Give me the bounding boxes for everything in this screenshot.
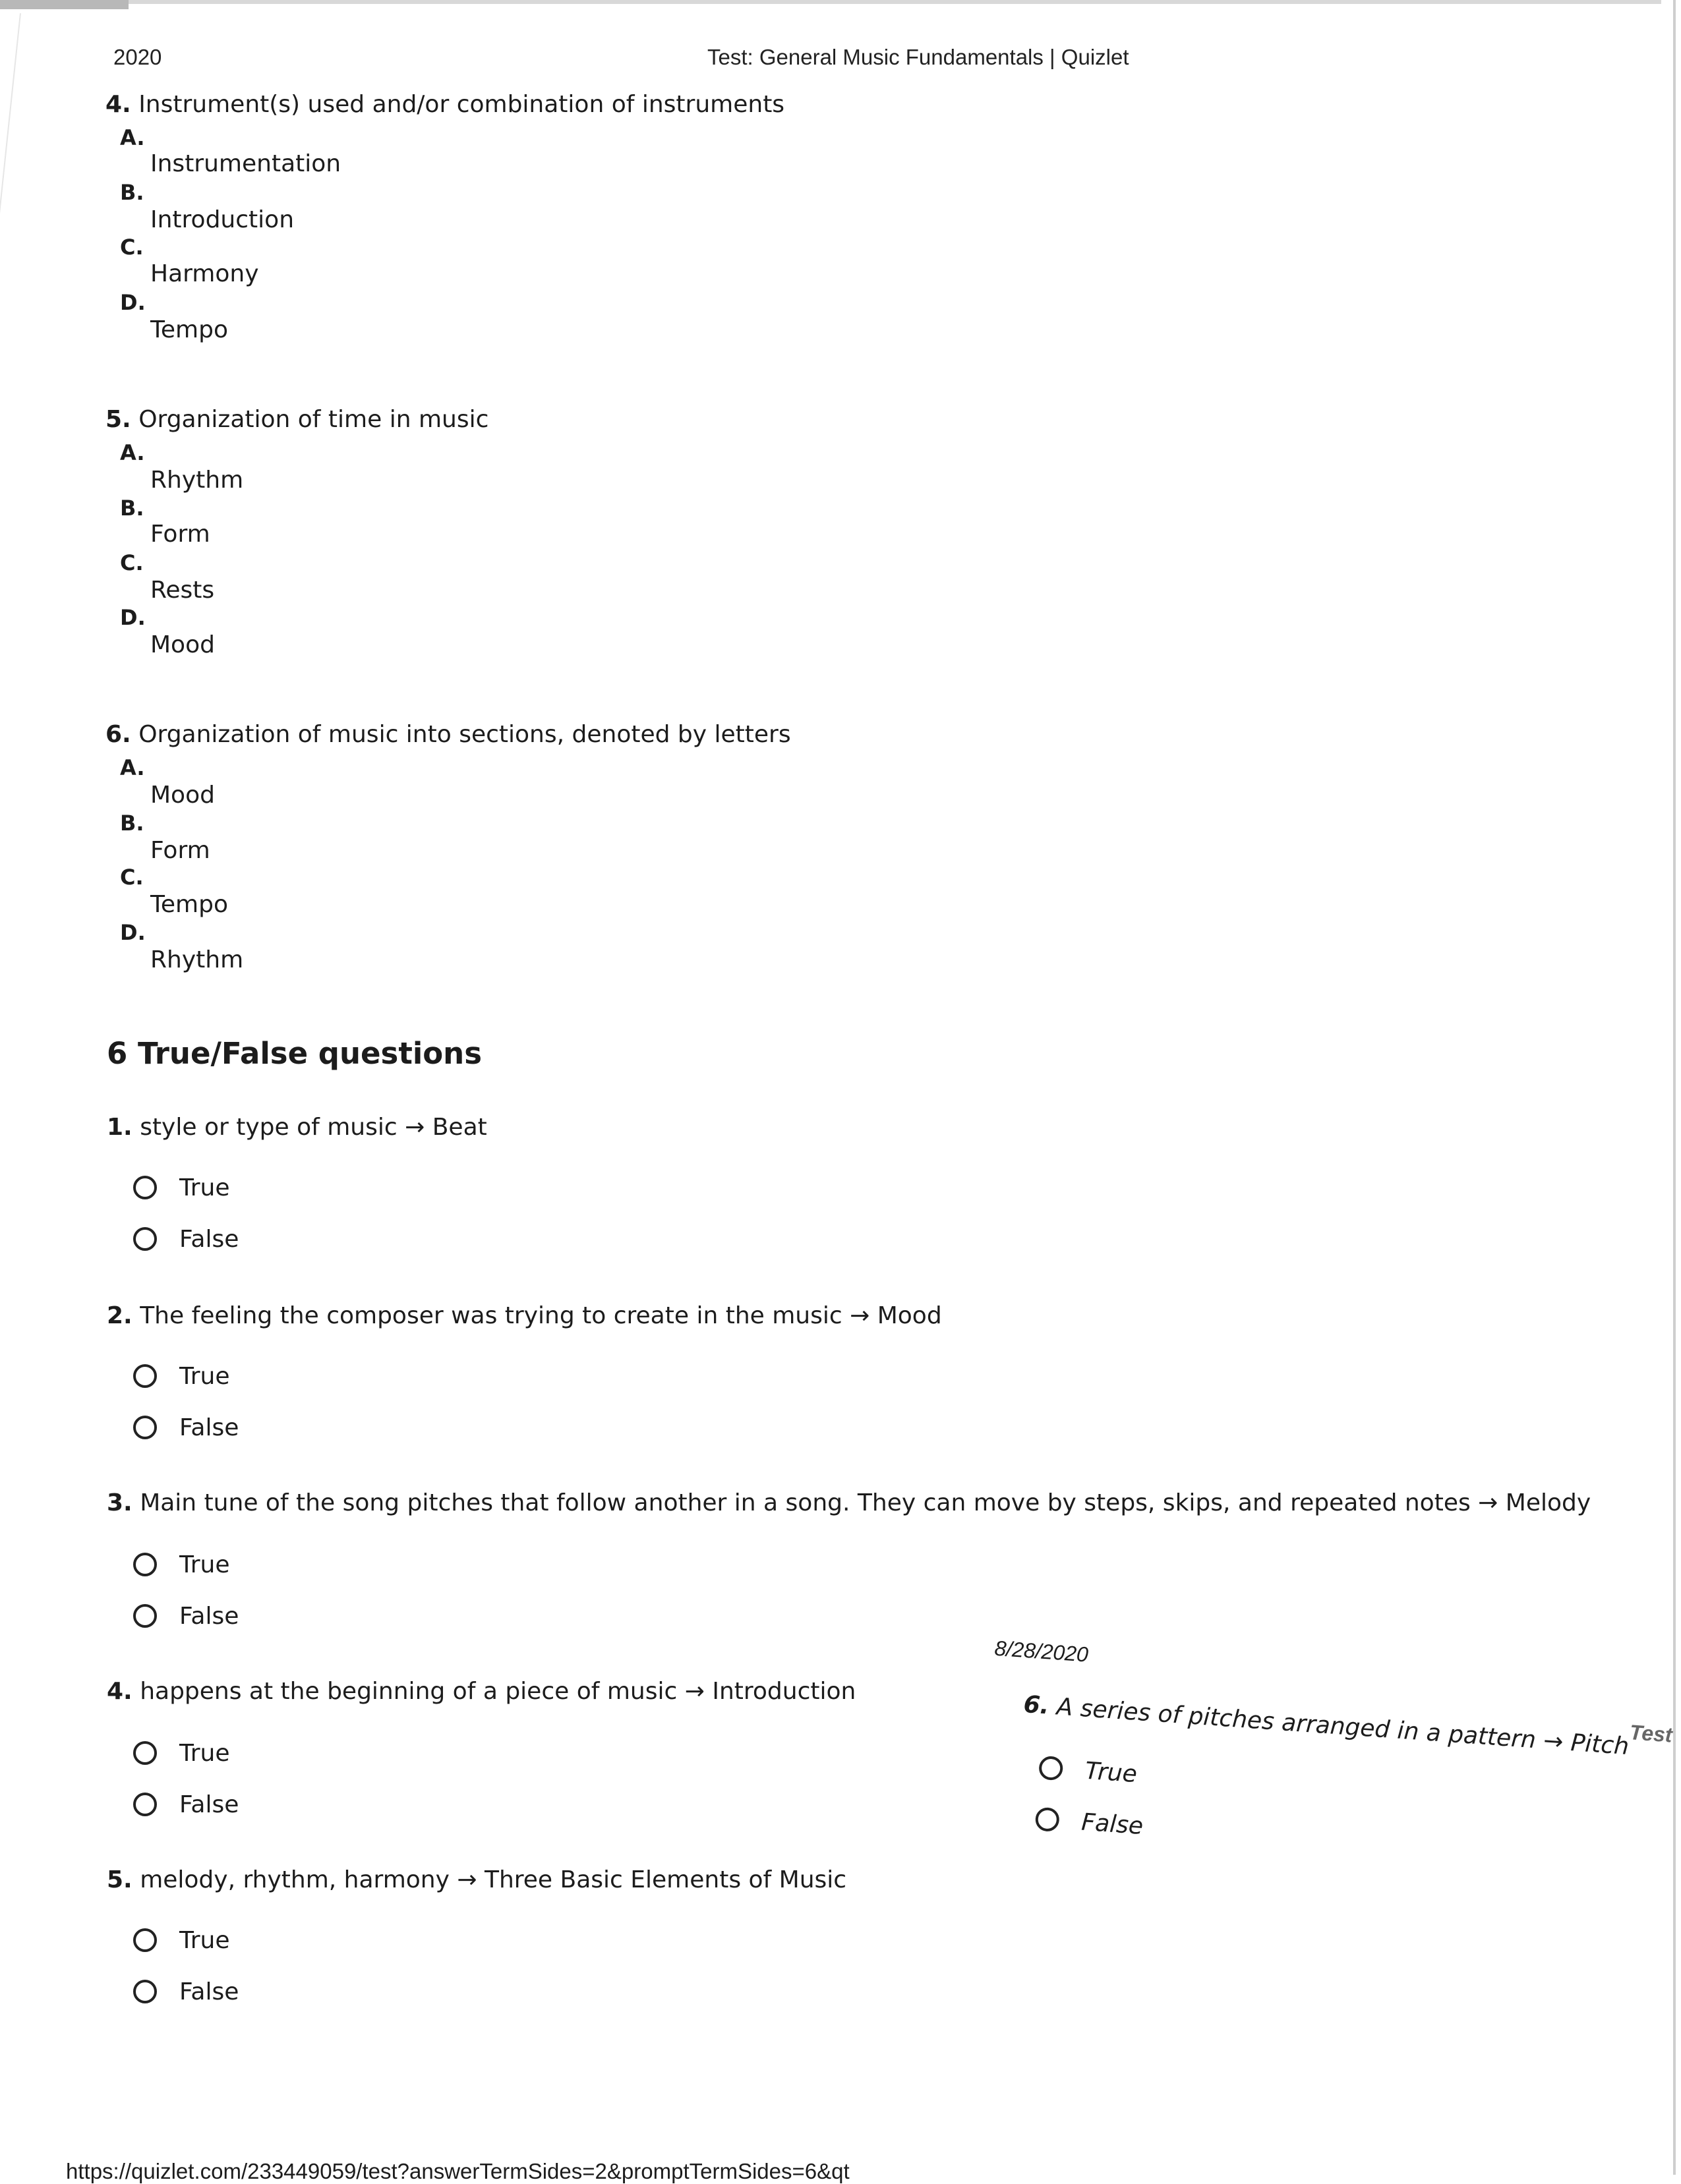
tf-question	[107, 1302, 942, 1329]
true-radio[interactable]	[133, 1928, 157, 1952]
false-radio[interactable]	[1035, 1807, 1060, 1832]
option-text[interactable]: Form	[150, 837, 210, 864]
option-text[interactable]: Harmony	[150, 260, 259, 287]
false-label[interactable]: False	[1080, 1808, 1144, 1840]
footer-url: https://quizlet.com/233449059/test?answerTermSides=2&promptTermSides=6&qt	[66, 2159, 850, 2183]
question-text: happens at the beginning of a piece of music → Introduction	[140, 1678, 856, 1705]
true-radio[interactable]	[133, 1176, 157, 1199]
option-letter: D.	[120, 920, 146, 945]
scan-edge-top	[0, 0, 1661, 4]
option-letter: C.	[120, 865, 144, 890]
option-text[interactable]: Mood	[150, 782, 215, 809]
question-number: 5.	[105, 406, 131, 433]
tf-question	[1022, 1691, 1630, 1760]
question-text: A series of pitches arranged in a pattern → Pitch	[1055, 1693, 1630, 1761]
true-label[interactable]: True	[179, 1174, 230, 1201]
option-text[interactable]: Mood	[150, 631, 215, 658]
true-label[interactable]: True	[179, 1551, 230, 1578]
option-text[interactable]: Rhythm	[150, 467, 244, 494]
question-text: style or type of music → Beat	[140, 1114, 487, 1141]
true-radio[interactable]	[1038, 1756, 1063, 1781]
question-number: 5.	[107, 1866, 133, 1893]
true-label[interactable]: True	[179, 1363, 230, 1390]
question-number: 1.	[107, 1114, 133, 1141]
false-radio[interactable]	[133, 1980, 157, 2003]
header-date: 2020	[113, 45, 162, 69]
true-label[interactable]: True	[179, 1740, 230, 1767]
option-letter: C.	[120, 550, 144, 575]
overlay-date: 8/28/2020	[993, 1636, 1089, 1667]
option-text[interactable]: Instrumentation	[150, 150, 341, 177]
tf-question	[107, 1489, 1591, 1516]
option-letter: A.	[120, 440, 145, 465]
false-label[interactable]: False	[179, 1603, 239, 1630]
question-text: Main tune of the song pitches that follow another in a song. They can move by steps, skips, and repeated notes → Melody	[140, 1489, 1591, 1516]
false-radio[interactable]	[133, 1604, 157, 1628]
question-number: 6.	[1022, 1690, 1050, 1720]
question-text: Organization of time in music	[138, 406, 489, 433]
true-label[interactable]: True	[1084, 1757, 1138, 1789]
question-text: Instrument(s) used and/or combination of instruments	[138, 91, 785, 118]
option-text[interactable]: Rhythm	[150, 946, 244, 973]
mc-question	[105, 91, 784, 118]
option-letter: B.	[120, 811, 144, 836]
mc-question	[105, 406, 488, 433]
option-letter: B.	[120, 496, 144, 521]
option-text[interactable]: Rests	[150, 577, 215, 604]
option-letter: D.	[120, 290, 146, 315]
option-text[interactable]: Tempo	[150, 891, 228, 918]
tf-question	[107, 1866, 846, 1893]
false-label[interactable]: False	[179, 1226, 239, 1253]
overlapping-page	[973, 1636, 1672, 1907]
question-number: 4.	[105, 91, 131, 118]
option-letter: A.	[120, 125, 145, 150]
false-label[interactable]: False	[179, 1791, 239, 1818]
option-text[interactable]: Introduction	[150, 206, 295, 233]
question-number: 6.	[105, 721, 131, 748]
true-radio[interactable]	[133, 1553, 157, 1576]
option-text[interactable]: Form	[150, 521, 210, 548]
true-radio[interactable]	[133, 1364, 157, 1388]
scan-fold-line	[0, 13, 21, 472]
option-text[interactable]: Tempo	[150, 316, 228, 343]
option-letter: A.	[120, 755, 145, 780]
tf-question	[107, 1678, 856, 1705]
false-label[interactable]: False	[179, 1414, 239, 1441]
question-number: 3.	[107, 1489, 133, 1516]
question-text: melody, rhythm, harmony → Three Basic Elements of Music	[140, 1866, 847, 1893]
tf-question	[107, 1114, 487, 1141]
overlay-test-label: Test	[1628, 1720, 1673, 1747]
false-radio[interactable]	[133, 1793, 157, 1816]
question-number: 4.	[107, 1678, 133, 1705]
question-number: 2.	[107, 1302, 133, 1329]
scan-edge-right	[1673, 0, 1676, 2175]
false-radio[interactable]	[133, 1227, 157, 1251]
false-label[interactable]: False	[179, 1978, 239, 2005]
option-letter: B.	[120, 180, 144, 205]
true-radio[interactable]	[133, 1741, 157, 1765]
question-text: Organization of music into sections, denoted by letters	[138, 721, 791, 748]
scan-corner-mark	[0, 0, 129, 9]
section-title: 6 True/False questions	[107, 1036, 483, 1071]
false-radio[interactable]	[133, 1416, 157, 1439]
question-text: The feeling the composer was trying to create in the music → Mood	[140, 1302, 942, 1329]
page-title: Test: General Music Fundamentals | Quizlet	[707, 45, 1129, 69]
mc-question	[105, 721, 791, 748]
option-letter: D.	[120, 605, 146, 630]
true-label[interactable]: True	[179, 1927, 230, 1954]
option-letter: C.	[120, 235, 144, 260]
